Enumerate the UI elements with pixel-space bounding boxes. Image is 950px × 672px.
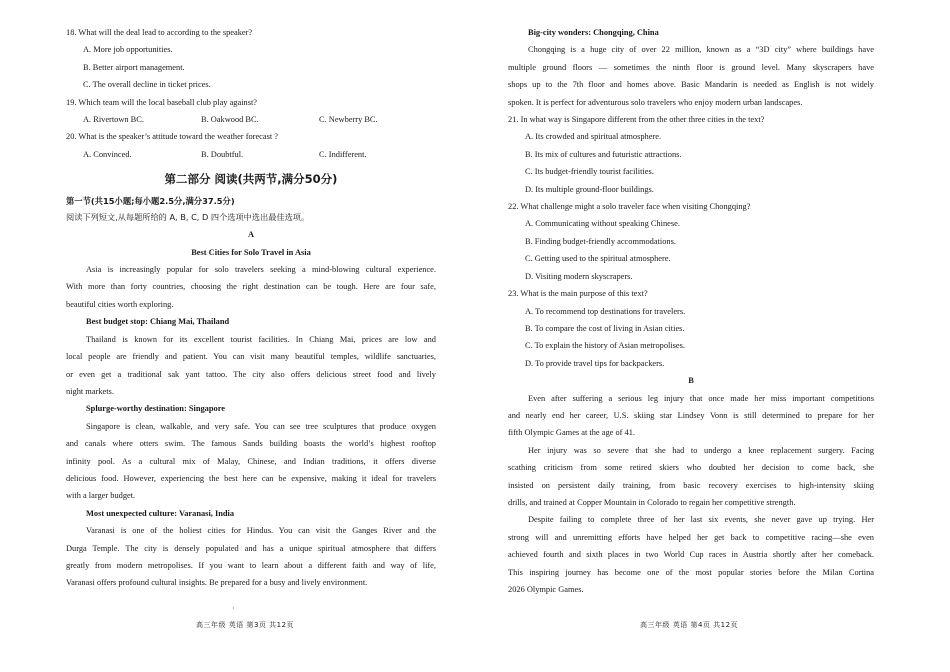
question-23-stem: 23. What is the main purpose of this text? <box>508 289 648 299</box>
question-23-option-d: D. To provide travel tips for backpackers. <box>525 358 665 368</box>
question-23-option-a: A. To recommend top destinations for travelers. <box>525 306 686 316</box>
question-20-options <box>66 146 436 163</box>
question-20-stem: 20. What is the speaker’s attitude toward the weather forecast ? <box>66 132 279 142</box>
passage-a-p5-line2: multiple ground floors — sometimes the ninth floor is ground level. Many skyscrapers have <box>508 62 874 72</box>
passage-a-p4-line1: Varanasi is one of the holiest cities for Hindus. You can visit the Ganges River and the <box>86 526 436 536</box>
question-18-option-a: A. More job opportunities. <box>83 45 173 55</box>
passage-b-p2-line4: drills, and trained at Copper Mountain in Colorado to regain her competitive strength. <box>508 497 796 507</box>
question-19-option-c: C. Newberry BC. <box>319 115 378 125</box>
question-20-option-c: C. Indifferent. <box>319 149 367 159</box>
passage-b-p2-line2: scathing criticism from some retired skiers who doubted her decision to come back, she <box>508 463 874 473</box>
section-one-title: 第一节(共15小题;每小题2.5分,满分37.5分) <box>66 196 235 207</box>
passage-a-p2-line1: Thailand is known for its excellent tourist facilities. In Chiang Mai, prices are low and <box>86 334 436 344</box>
passage-a-p4-line2: Durga Temple. The city is densely populated and has a unique spiritual atmosphere that differs <box>66 543 436 553</box>
passage-b-p1-line2: and nearly end her career, U.S. skiing star Lindsey Vonn is still determined to prepare for her <box>508 410 874 420</box>
question-18-option-c: C. The overall decline in ticket prices. <box>83 80 211 90</box>
question-21-option-d: D. Its multiple ground-floor buildings. <box>525 184 654 194</box>
passage-b-p3-line4: This inspiring journey has become one of the most popular stories before the Milan Cortina <box>508 567 874 577</box>
part-two-title: 第二部分 阅读(共两节,满分50分) <box>164 172 338 187</box>
passage-a-p3-line2: and canals where otters swim. The famous Sands building boasts the world’s highest rooftop <box>66 439 436 449</box>
left-page <box>66 24 436 592</box>
question-19-option-b: B. Oakwood BC. <box>201 115 259 125</box>
question-22-option-a: A. Communicating without speaking Chinese. <box>525 219 680 229</box>
passage-b-p3-line3: achieved fourth and sixth places in two World Cup races in Austria shortly after her comeback. <box>508 550 874 560</box>
section-one-instructions: 阅读下列短文,从每题所给的 A, B, C, D 四个选项中选出最佳选项。 <box>66 212 310 223</box>
passage-a-p1-line2: With more than forty countries, choosing the right destination can be tough. Here are four safe, <box>66 282 436 292</box>
question-19-options <box>66 111 436 128</box>
question-21-option-c: C. Its budget-friendly tourist facilities. <box>525 167 654 177</box>
question-23-option-b: B. To compare the cost of living in Asian cities. <box>525 323 685 333</box>
passage-a-p1-line1: Asia is increasingly popular for solo travelers seeking a mind-blowing cultural experience. <box>86 265 436 275</box>
page-footer-left: 高三年级 英语 第3页 共12页 <box>196 621 295 629</box>
passage-b-p2-line1: Her injury was so severe that she had to undergo a knee replacement surgery. Facing <box>528 445 874 455</box>
passage-b-p2-line3: insisted on persistent daily training, from basic recovery exercises to high-intensity skiing <box>508 480 874 490</box>
passage-b-p3-line5: 2026 Olympic Games. <box>508 585 584 594</box>
passage-a-p5-line4: spoken. It is perfect for adventurous solo travelers who enjoy modern urban landscapes. <box>508 97 803 107</box>
passage-a-p3-line1: Singapore is clean, walkable, and very safe. You can see tree sculptures that produce oxygen <box>86 421 436 431</box>
right-page <box>508 24 874 598</box>
question-23-option-c: C. To explain the history of Asian metropolises. <box>525 341 685 351</box>
heading-chongqing: Big-city wonders: Chongqing, China <box>528 28 659 37</box>
question-20-option-a: A. Convinced. <box>83 149 132 159</box>
passage-b-p1-line3: fifth Olympic Games at the age of 41. <box>508 428 635 438</box>
question-18-stem: 18. What will the deal lead to according to the speaker? <box>66 28 253 37</box>
passage-b-p3-line2: strong will and unremitting efforts have helped her get back to competitive racing—she even <box>508 532 874 542</box>
passage-a-p4-line4: Varanasi offers profound cultural insights. Be prepared for a busy and lively environment. <box>66 578 368 588</box>
passage-a-p3-line5: with a larger budget. <box>66 491 136 501</box>
passage-a-p4-line3: greatly from modern metropolises. If you want to learn about a different faith and way of life, <box>66 560 436 570</box>
question-22-option-d: D. Visiting modern skyscrapers. <box>525 271 633 281</box>
question-20-option-b: B. Doubtful. <box>201 149 244 159</box>
question-21-option-b: B. Its mix of cultures and futuristic attractions. <box>525 149 682 159</box>
passage-a-p2-line2: local people are friendly and patient. You can visit many beautiful temples, wildlife sanctuaries, <box>66 352 436 362</box>
heading-varanasi: Most unexpected culture: Varanasi, India <box>86 508 235 518</box>
passage-a-p5-line1: Chongqing is a huge city of over 22 million, known as a “3D city” where buildings have <box>528 45 874 55</box>
passage-a-p5-line3: shops up to the 7th floor and homes above. Basic Mandarin is needed as English is not widely <box>508 80 874 90</box>
passage-a-p2-line4: night markets. <box>66 386 114 396</box>
passage-a-p3-line4: delicious food. However, experiencing the best here can be expensive, making it ideal for travelers <box>66 473 436 483</box>
question-21-stem: 21. In what way is Singapore different from the other three cities in the text? <box>508 115 765 125</box>
question-22-option-c: C. Getting used to the spiritual atmosphere. <box>525 254 671 264</box>
stray-mark: · <box>232 604 235 613</box>
heading-chiang-mai: Best budget stop: Chiang Mai, Thailand <box>86 317 230 327</box>
passage-b-p1-line1: Even after suffering a serious leg injury that once made her miss important competitions <box>528 393 874 403</box>
question-22-stem: 22. What challenge might a solo traveler face when visiting Chongqing? <box>508 202 751 212</box>
page-footer-right: 高三年级 英语 第4页 共12页 <box>640 621 739 629</box>
question-22-option-b: B. Finding budget-friendly accommodations. <box>525 236 676 246</box>
passage-a-title: Best Cities for Solo Travel in Asia <box>191 247 311 257</box>
passage-b-letter: B <box>688 376 694 386</box>
question-21-option-a: A. Its crowded and spiritual atmosphere. <box>525 132 662 142</box>
heading-singapore: Splurge-worthy destination: Singapore <box>86 404 225 414</box>
question-19-option-a: A. Rivertown BC. <box>83 115 144 125</box>
passage-a-p3-line3: infinity pool. As a cultural mix of Malay, Chinese, and Indian traditions, it offers diverse <box>66 456 436 466</box>
passage-a-p1-line3: beautiful cities worth exploring. <box>66 299 174 309</box>
passage-b-p3-line1: Despite failing to complete three of her last six events, she never gave up trying. Her <box>528 515 874 525</box>
passage-a-p2-line3: or even get a traditional sak yant tattoo. The city also offers delicious street food and lively <box>66 369 436 379</box>
question-18-option-b: B. Better airport management. <box>83 62 185 72</box>
passage-a-letter: A <box>247 230 255 240</box>
question-19-stem: 19. Which team will the local baseball club play against? <box>66 97 258 107</box>
